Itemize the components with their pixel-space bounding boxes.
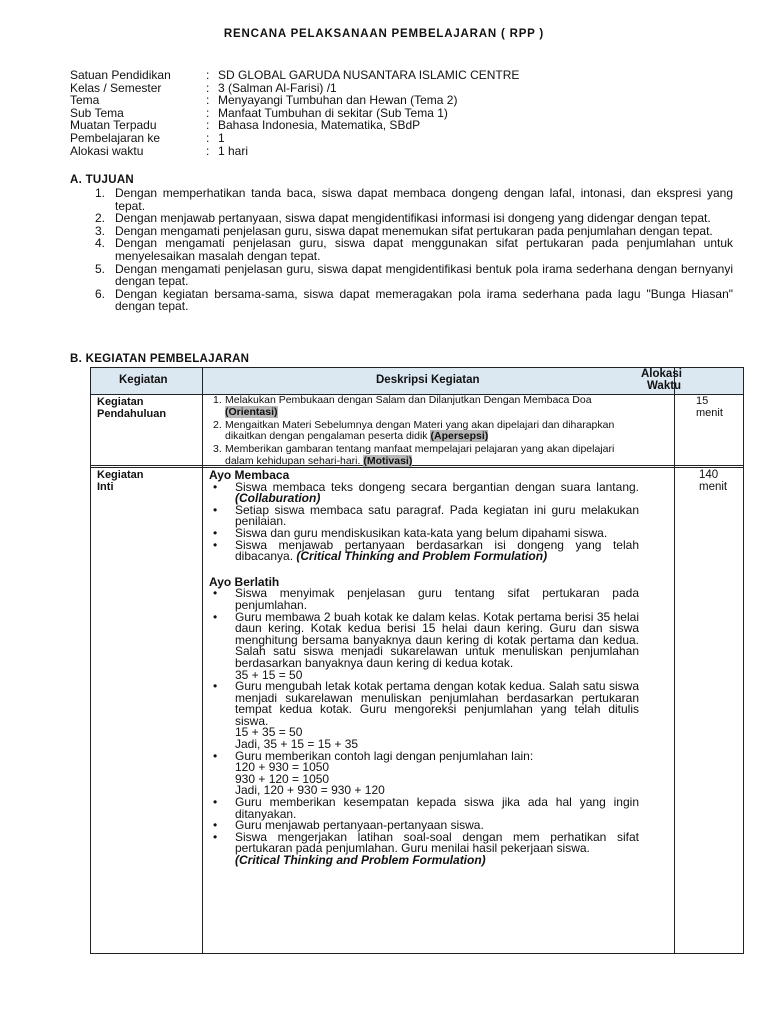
section-heading-tujuan: A. TUJUAN: [70, 174, 135, 186]
identity-value: Manfaat Tumbuhan di sekitar (Sub Tema 1): [218, 105, 448, 120]
identity-value: 1: [218, 130, 225, 145]
inti-time: 140 menit: [699, 469, 728, 493]
identity-value: Menyayangi Tumbuhan dan Hewan (Tema 2): [218, 93, 458, 108]
document-title: RENCANA PELAKSANAAN PEMBELAJARAN ( RPP ): [223, 28, 545, 40]
inti-content: [209, 470, 639, 867]
inti-label: Kegiatan Inti: [97, 469, 144, 493]
identity-row: Sub Tema : Manfaat Tumbuhan di sekitar (Sub Tema 1): [70, 105, 448, 120]
list-item: • Siswa menjawab pertanyaan berdasarkan isi dongeng yang telah dibacanya. (Critical Thinking and Problem Formulation): [213, 537, 639, 564]
equation: 120 + 930 = 1050: [235, 760, 330, 775]
tag-apersepsi: (Apersepsi): [430, 430, 489, 443]
identity-label: Sub Tema: [70, 105, 124, 120]
list-item: 3. Dengan mengamati penjelasan guru, siswa dapat menemukan sifat pertukaran pada penjumlahan dengan tepat.: [95, 223, 713, 238]
list-item: 2. Dengan menjawab pertanyaan, siswa dapat mengidentifikasi informasi isi dongeng yang didengar dengan tepat.: [95, 211, 711, 226]
identity-label: Satuan Pendidikan: [70, 68, 171, 82]
identity-row: Muatan Terpadu : Bahasa Indonesia, Matematika, SBdP: [70, 118, 421, 133]
list-item: • Siswa dan guru mendiskusikan kata-kata yang belum dipahami siswa.: [213, 525, 608, 540]
identity-row: Alokasi waktu : 1 hari: [70, 143, 249, 158]
header-waktu: Waktu: [647, 380, 682, 392]
identity-label: Pembelajaran ke: [70, 130, 161, 145]
identity-row: Kelas / Semester : 3 (Salman Al-Farisi) /1: [70, 80, 337, 95]
list-item: • Siswa membaca teks dongeng secara bergantian dengan suara lantang. (Collaburation): [213, 479, 639, 506]
list-item: 4. Dengan mengamati penjelasan guru, siswa dapat menggunakan sifat pertukaran pada penjumlahan untuk menyelesaikan masalah dengan tepat.: [95, 236, 733, 263]
identity-label: Alokasi waktu: [70, 143, 144, 158]
identity-label: Tema: [70, 93, 100, 108]
identity-row: Pembelajaran ke : 1: [70, 130, 225, 145]
equation: Jadi, 120 + 930 = 930 + 120: [235, 783, 385, 798]
list-item: • Siswa menyimak penjelasan guru tentang sifat pertukaran pada penjumlahan.: [213, 586, 639, 612]
list-item: • Setiap siswa membaca satu paragraf. Pada kegiatan ini guru melakukan penilaian.: [213, 502, 639, 529]
list-item: • Guru memberikan kesempatan kepada siswa jika ada hal yang ingin ditanyakan.: [213, 795, 639, 821]
list-item: 1. Dengan memperhatikan tanda baca, siswa dapat membaca dongeng dengan lafal, intonasi, dan ekspresi yang tepat.: [95, 186, 733, 213]
pendahuluan-label: Kegiatan Pendahuluan: [97, 396, 167, 420]
list-item: 6. Dengan kegiatan bersama-sama, siswa dapat memeragakan pola irama sederhana pada lagu "Bunga Hiasan" dengan tepat.: [95, 286, 733, 314]
identity-row: Tema : Menyayangi Tumbuhan dan Hewan (Tema 2): [70, 93, 458, 108]
list-item: • Guru memberikan contoh lagi dengan penjumlahan lain:: [213, 748, 534, 763]
list-item: • Guru menjawab pertanyaan-pertanyaan siswa.: [213, 818, 484, 833]
equation: 35 + 15 = 50: [235, 667, 303, 682]
identity-row: Satuan Pendidikan : SD GLOBAL GARUDA NUSANTARA ISLAMIC CENTRE: [70, 68, 520, 82]
list-item: • Guru mengubah letak kotak pertama dengan kotak kedua. Salah satu siswa menjadi sukarelawan menuliskan penjumlahan berdasarkan pertukaran tempat kedua kotak. Guru mengoreksi penjumlahan yang telah ditulis siswa.: [213, 679, 639, 728]
identity-value: 1 hari: [218, 143, 249, 158]
header-deskripsi: Deskripsi Kegiatan: [376, 374, 480, 386]
list-item: 2. Mengaitkan Materi Sebelumnya dengan Materi yang akan dipelajari dan diharapkan dikaitkan dengan pengalaman peserta didik (Apersepsi): [213, 418, 615, 443]
kegiatan-table: [90, 367, 744, 954]
identity-value: Bahasa Indonesia, Matematika, SBdP: [218, 118, 421, 133]
pendahuluan-list: [213, 395, 633, 469]
list-item: 3. Memberikan gambaran tentang manfaat mempelajari pelajaran yang akan dipelajari dalam kehidupan sehari-hari. (Motivasi): [213, 443, 615, 467]
list-item: 1. Melakukan Pembukaan dengan Salam dan Dilanjutkan Dengan Membaca Doa (Orientasi): [213, 394, 592, 418]
ayo-berlatih-heading: Ayo Berlatih: [209, 574, 280, 589]
identity-value: SD GLOBAL GARUDA NUSANTARA ISLAMIC CENTRE: [218, 68, 520, 82]
pendahuluan-time: 15 menit: [696, 395, 723, 419]
equation: Jadi, 35 + 15 = 15 + 35: [235, 737, 359, 752]
list-item: • Siswa mengerjakan latihan soal-soal dengan mem perhatikan sifat pertukaran pada penjumlahan. Guru menilai hasil pekerjaan siswa. (Critical Thinking and Problem Formulation): [213, 829, 639, 867]
tag-orientasi: (Orientasi): [225, 405, 278, 418]
equation: 15 + 35 = 50: [235, 725, 303, 740]
identity-label: Muatan Terpadu: [70, 118, 157, 133]
identity-value: 3 (Salman Al-Farisi) /1: [218, 80, 337, 95]
ayo-membaca-heading: Ayo Membaca: [209, 468, 290, 482]
tag-motivasi: (Motivasi): [363, 454, 413, 467]
identity-label: Kelas / Semester: [70, 80, 162, 95]
header-kegiatan: Kegiatan: [119, 374, 168, 386]
identity-table: [70, 69, 519, 157]
section-heading-kegiatan: B. KEGIATAN PEMBELAJARAN: [70, 353, 250, 365]
list-item: • Guru membawa 2 buah kotak ke dalam kelas. Kotak pertama berisi 35 helai daun kering. Kotak kedua berisi 15 helai daun kering. Guru dan siswa menghitung bersama banyaknya daun kering di kotak pertama dan kedua. Salah satu siswa menjadi sukarelawan untuk menuliskan penjumlahan berdasarkan banyaknya daun kering di kedua kotak.: [213, 609, 639, 670]
list-item: 5. Dengan mengamati penjelasan guru, siswa dapat mengidentifikasi bentuk pola irama sederhana dengan bernyanyi dengan tepat.: [95, 261, 733, 289]
tujuan-list: [95, 187, 733, 313]
header-alokasi: Alokasi: [641, 368, 682, 380]
equation: 930 + 120 = 1050: [235, 771, 330, 786]
